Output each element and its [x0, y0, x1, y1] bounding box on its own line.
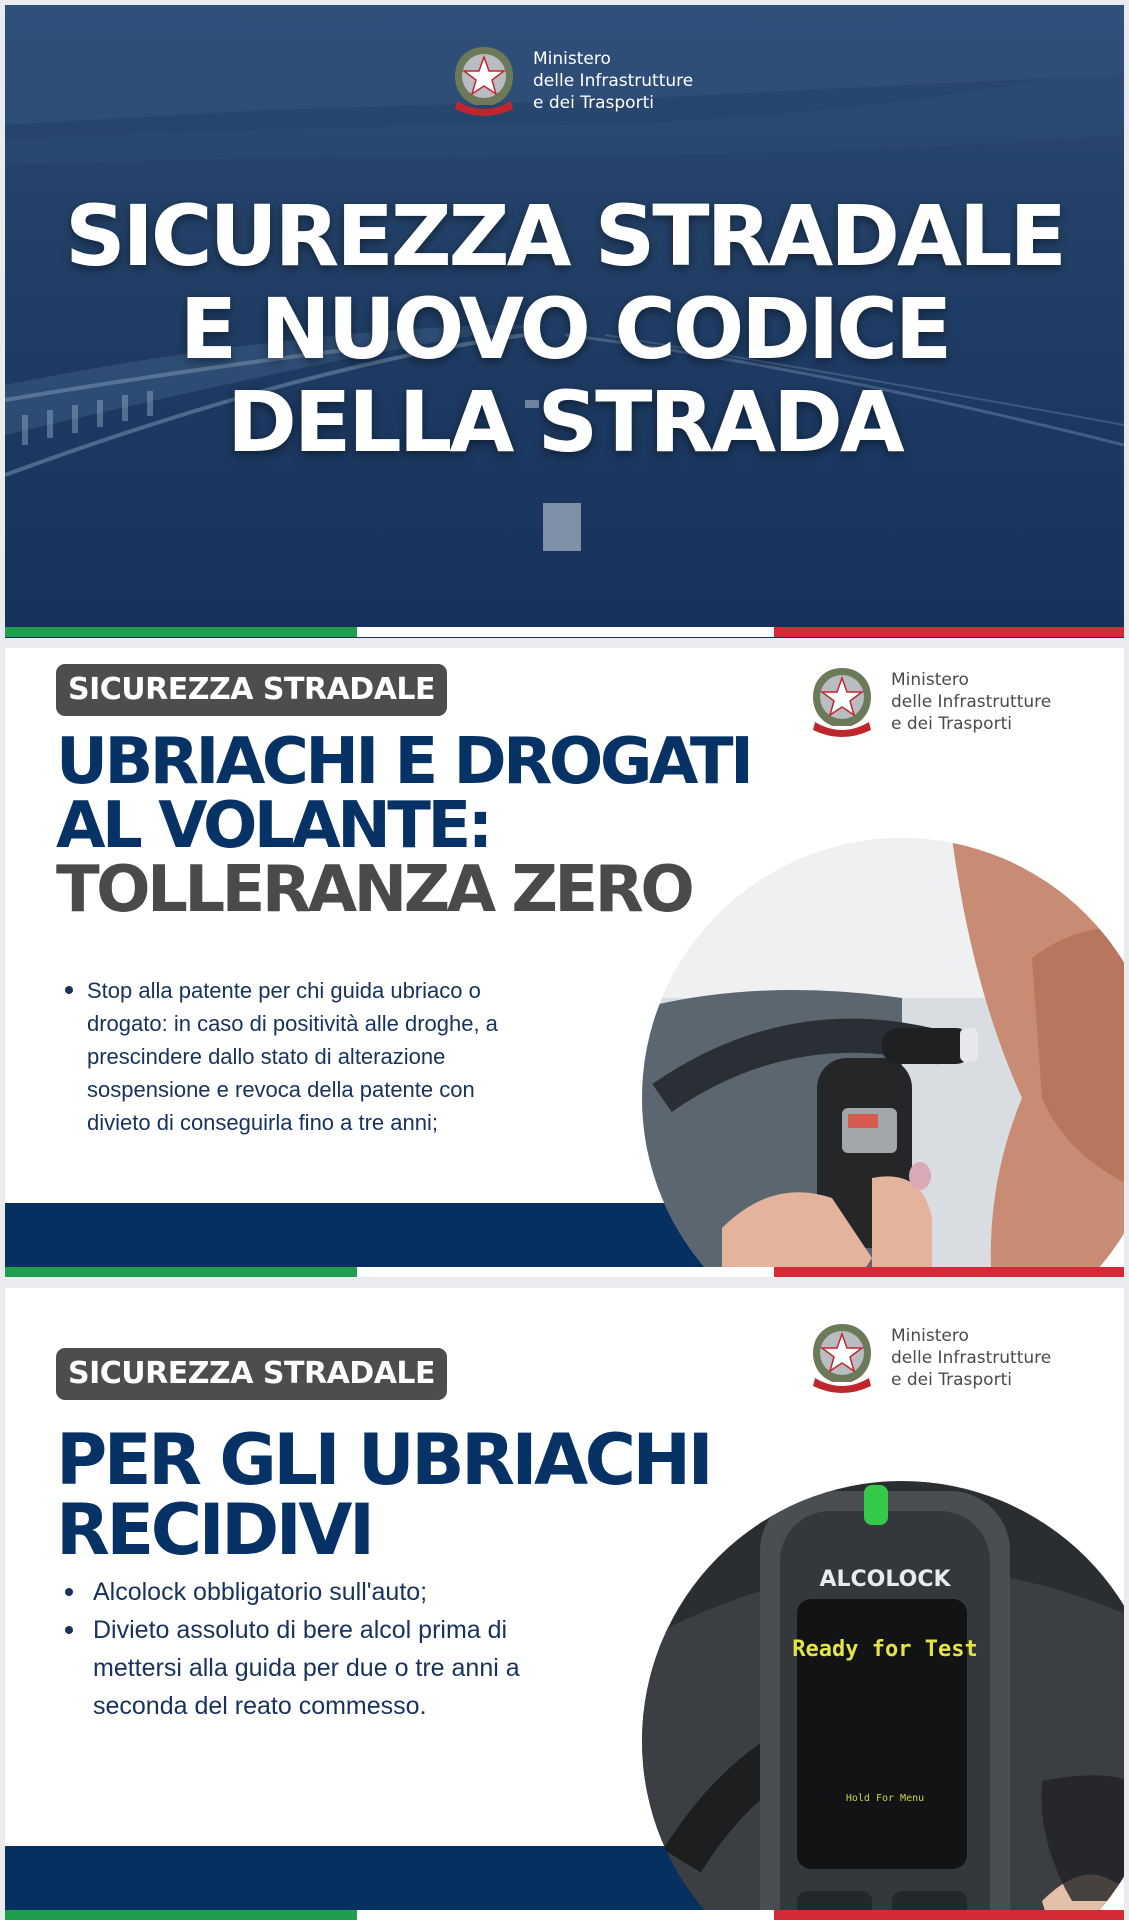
device-screen-text: Ready for Test	[792, 1637, 978, 1662]
hero-title-line2: E NUOVO CODICE	[179, 280, 950, 378]
bullet-line: divieto di conseguirla fino a tre anni;	[87, 1110, 438, 1135]
bullet-line: Stop alla patente per chi guida ubriaco o	[87, 978, 481, 1003]
device-hint-text: Hold For Menu	[845, 1793, 925, 1804]
headline	[56, 1419, 711, 1571]
ministry-name-line3: e dei Trasporti	[891, 1370, 1012, 1390]
ministry-name-line1: Ministero	[891, 1326, 969, 1346]
list-item	[65, 974, 498, 1139]
ministry-name-line1: Ministero	[891, 670, 969, 690]
bullet-line: mettersi alla guida per due o tre anni a	[93, 1654, 520, 1682]
ministry-name-line2: delle Infrastrutture	[891, 692, 1052, 712]
ministry-logo	[807, 1320, 1051, 1396]
footer-band	[5, 1846, 725, 1910]
list-item	[65, 1573, 520, 1611]
bullet-list	[65, 1573, 520, 1725]
ministry-logo	[807, 664, 1051, 740]
headline-line2: RECIDIVI	[56, 1489, 372, 1571]
section-tag: SICUREZZA STRADALE	[56, 1348, 447, 1400]
bullet-line: seconda del reato commesso.	[93, 1692, 427, 1720]
footer-band	[5, 1203, 725, 1267]
device-label: ALCOLOCK	[819, 1567, 951, 1592]
hero-title-line3: DELLA STRADA	[227, 373, 902, 471]
italian-flag-stripe	[5, 1267, 1124, 1277]
list-item	[65, 1611, 520, 1725]
italian-flag-stripe	[5, 1910, 1124, 1920]
headline-line3: TOLLERANZA ZERO	[56, 853, 692, 927]
alcolock-photo	[642, 1481, 1124, 1920]
bullet-line: Divieto assoluto di bere alcol prima di	[93, 1616, 508, 1644]
bullet-line: prescindere dallo stato di alterazione	[87, 1044, 446, 1069]
italian-emblem-icon	[807, 664, 877, 740]
ministry-name-line2: delle Infrastrutture	[533, 71, 694, 91]
hero-title	[5, 187, 1124, 471]
headline-line1: PER GLI UBRIACHI	[56, 1419, 711, 1501]
italian-emblem-icon	[807, 1320, 877, 1396]
bullet-line: drogato: in caso di positività alle droghe, a	[87, 1011, 498, 1036]
hero-title-line1: SICUREZZA STRADALE	[65, 187, 1064, 285]
repeat-offenders-card	[5, 1288, 1124, 1920]
headline	[56, 725, 751, 927]
ministry-name-line3: e dei Trasporti	[533, 93, 654, 113]
ministry-name-line2: delle Infrastrutture	[891, 1348, 1052, 1368]
ministry-name-line3: e dei Trasporti	[891, 714, 1012, 734]
headline-line1: UBRIACHI E DROGATI	[56, 725, 751, 799]
bullet-line: sospensione e revoca della patente con	[87, 1077, 475, 1102]
ministry-name-line1: Ministero	[533, 49, 611, 69]
bullet-list	[65, 974, 498, 1139]
bullet-line: Alcolock obbligatorio sull'auto;	[93, 1578, 428, 1606]
headline-line2: AL VOLANTE:	[56, 789, 490, 863]
italian-flag-stripe	[5, 627, 1124, 637]
hero-card	[5, 5, 1124, 638]
italian-emblem-icon	[449, 43, 519, 119]
section-tag: SICUREZZA STRADALE	[56, 664, 447, 716]
ministry-logo	[449, 43, 693, 119]
tolerance-zero-card	[5, 648, 1124, 1277]
